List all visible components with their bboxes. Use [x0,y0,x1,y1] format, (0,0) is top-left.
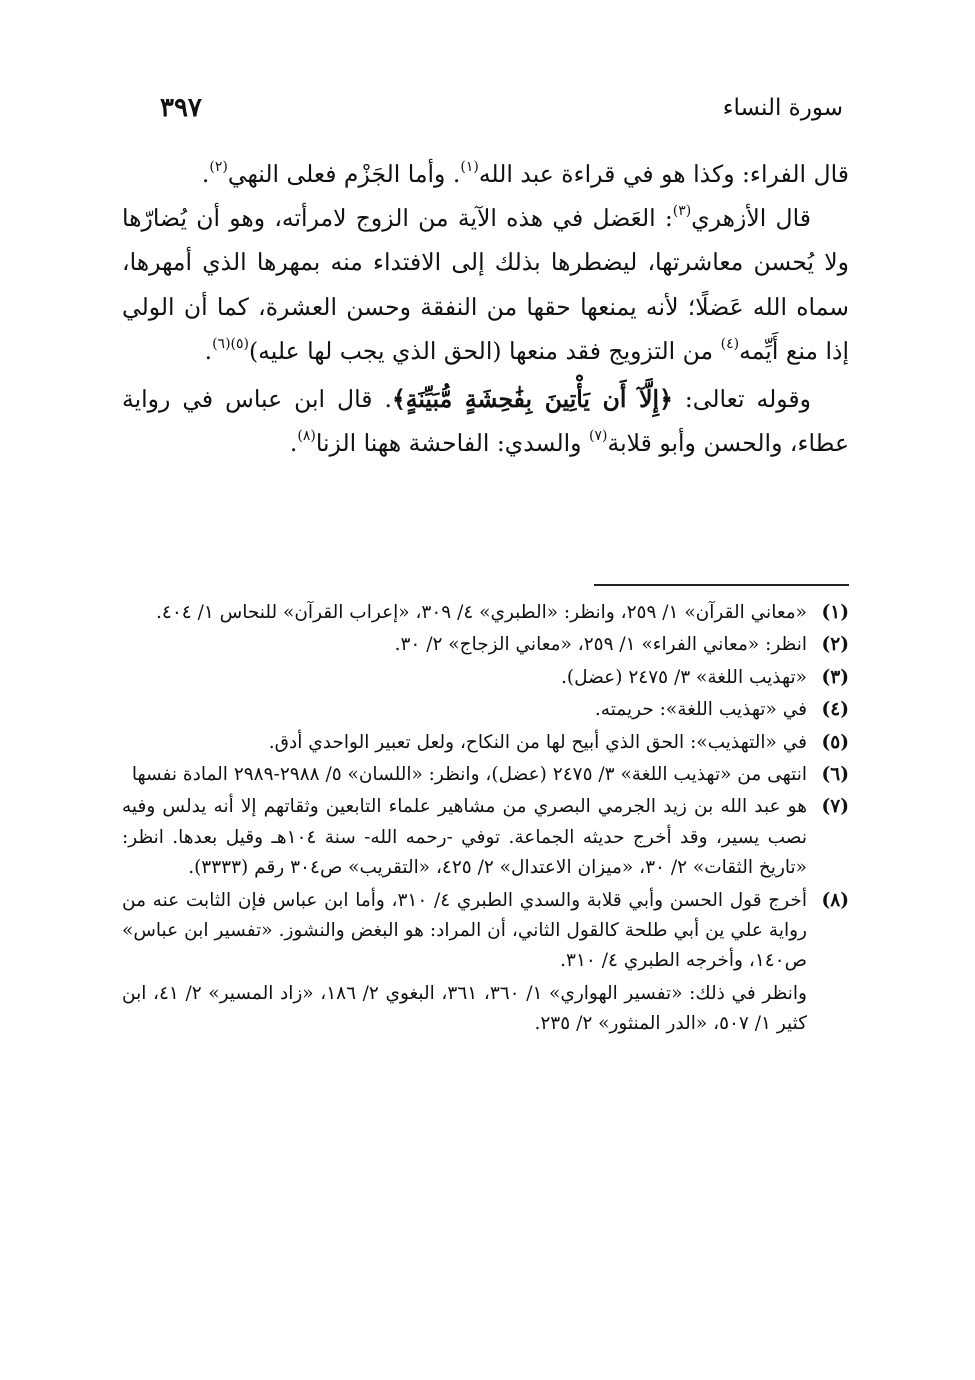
text-run: . [289,429,298,458]
text-run: والسدي: الفاحشة ههنا الزنا [315,429,589,458]
footnote-number: (٨) [821,889,849,911]
footnote-text: هو عبد الله بن زيد الجرمي البصري من مشاهير علماء التابعين وثقاتهم إلا أنه يدلس وفيه نصب يسير، وقد أخرج حديثه الجماعة. توفي -رحمه الله- سنة ١٠٤هـ وقيل بعدها. انظر: «تاريخ الثقات» ٢/ ٣٠، «ميزان الاعتدال» ٢/ ٤٢٥، «التقريب» ص٣٠٤ رقم (٣٣٣٣). [122,796,807,879]
text-run: من التزويج فقد منعها (الحق الذي يجب لها عليه) [249,336,721,365]
footnote-number: (٧) [821,796,849,818]
footnote-ref: (٣) [672,203,692,220]
footnote-item [122,630,849,660]
footnote-text: في «التهذيب»: الحق الذي أبيح لها من النكاح، ولعل تعبير الواحدي أدق. [268,731,807,753]
text-run: . وأما الجَزْم فعلى النهي [227,160,461,188]
text-run: قال الفراء: وكذا هو في قراءة عبد الله [478,160,849,188]
footnote-ref: (٤) [720,335,740,352]
footnote-text: أخرج قول الحسن وأبي قلابة والسدي الطبري ٤/ ٣١٠، وأما ابن عباس فإن الثابت عنه من رواية علي ين أبي طلحة كالقول الثاني، أن المراد: هو البغض والنشوز. «تفسير ابن عباس» ص١٤٠، وأخرجه الطبري ٤/ ٣١٠. [122,889,807,972]
paragraph-verse [122,377,849,465]
footnote-ref: (٥)(٦) [212,335,249,352]
footnote-ref: (٧) [589,428,608,445]
paragraph-azhari [122,196,849,373]
footnote-continuation: وانظر في ذلك: «تفسير الهواري» ١/ ٣٦٠، ٣٦١، البغوي ٢/ ١٨٦، «زاد المسير» ٢/ ٤١، ابن كثير ١/ ٥٠٧، «الدر المنثور» ٢/ ٢٣٥. [122,982,807,1035]
quran-verse: ﴿إِلَّآ أَن يَأْتِينَ بِفَٰحِشَةٍ مُّبَيِّنَةٍ﴾ [391,385,673,414]
page-number: ٣٩٧ [160,93,202,123]
footnote-text: في «تهذيب اللغة»: حريمته. [594,699,807,721]
text-run: . [201,160,210,188]
footnote-number: (٢) [821,634,849,656]
footnote-ref: (٨) [297,428,316,445]
page-header [160,88,843,128]
footnote-separator [594,584,849,586]
paragraph-farra [122,152,849,196]
footnote-item [122,695,849,725]
text-run: . قال ابن عباس في رواية عطاء، والحسن وأبو قلابة [122,385,849,458]
footnote-text: «تهذيب اللغة» ٣/ ٢٤٧٥ (عضل). [561,666,807,688]
main-text [122,152,849,465]
text-run: : العَضل في هذه الآية من الزوج لامرأته، وهو أن يُضارّها ولا يُحسن معاشرتها، ليضطرها بذلك إلى الافتداء منه بمهرها الذي أمهرها، سماه الله عَضلًا؛ لأنه يمنعها حقها من النفقة وحسن العشرة، كما أن الولي إذا منع أَيِّمه [122,204,849,365]
footnote-ref: (١) [460,159,479,176]
footnote-number: (٦) [821,764,849,786]
footnote-number: (١) [821,602,849,623]
footnote-ref: (٢) [209,159,228,176]
text-run: . [204,336,213,365]
footnote-item [122,598,849,628]
footnote-number: (٥) [821,731,849,753]
footnote-text: انتهى من «تهذيب اللغة» ٣/ ٢٤٧٥ (عضل)، وانظر: «اللسان» ٥/ ٢٩٨٨-٢٩٨٩ المادة نفسها [131,764,807,786]
text-run: قال الأزهري [691,204,811,233]
footnote-item [122,886,849,977]
footnote-item [122,792,849,883]
footnotes [122,598,849,1040]
footnote-item [122,728,849,758]
footnote-number: (٣) [821,666,849,688]
surah-title: سورة النساء [722,95,843,121]
text-run: وقوله تعالى: [672,385,812,414]
footnote-item [122,760,849,790]
footnote-item [122,663,849,693]
footnote-number: (٤) [821,699,849,721]
footnote-text: «معاني القرآن» ١/ ٢٥٩، وانظر: «الطبري» ٤/ ٣٠٩، «إعراب القرآن» للنحاس ١/ ٤٠٤. [156,602,807,623]
footnote-text: انظر: «معاني الفراء» ١/ ٢٥٩، «معاني الزجاج» ٢/ ٣٠. [394,634,807,656]
